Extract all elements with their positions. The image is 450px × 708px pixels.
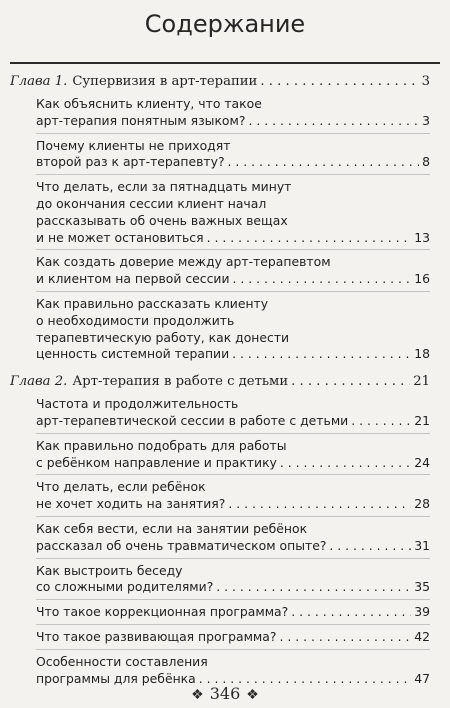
page-number: 18 [414, 346, 430, 362]
toc-item [36, 517, 430, 559]
item-line: Что делать, если ребёнок [36, 479, 206, 495]
toc-item [36, 650, 430, 691]
toc-item [36, 92, 430, 134]
toc-item [36, 559, 430, 601]
page-number: 39 [414, 604, 430, 620]
item-line: Как правильно рассказать клиенту [36, 295, 269, 311]
item-line: терапевтическую работу, как донести [36, 329, 290, 345]
item-line: со сложными родителями? [36, 579, 214, 595]
item-line: и клиентом на первой сессии [36, 271, 230, 287]
toc-item [36, 250, 430, 292]
toc-item [36, 600, 430, 625]
item-line: Частота и продолжительность [36, 396, 239, 412]
item-line: Что делать, если за пятнадцать минут [36, 179, 292, 195]
dot-leader [280, 455, 411, 472]
page-number: 28 [414, 496, 430, 512]
item-line: программы для ребёнка [36, 670, 196, 686]
chapter-label: Глава 2. [10, 374, 68, 390]
toc-item [36, 625, 430, 650]
dot-leader [232, 346, 411, 363]
page-number: 16 [414, 271, 430, 287]
page-number: 21 [414, 412, 430, 428]
ornament-icon: ❖ [191, 687, 204, 703]
toc-item [36, 392, 430, 434]
toc-chapter [10, 372, 430, 392]
toc-item [36, 434, 430, 476]
item-line: ценность системной терапии [36, 346, 230, 362]
page-number: 47 [414, 670, 430, 686]
item-line: арт-терапевтической сессии в работе с детьми [36, 412, 349, 428]
item-line: Как создать доверие между арт-терапевтом [36, 254, 331, 270]
ornament-icon: ❖ [246, 687, 259, 703]
dot-leader [279, 629, 411, 646]
item-line: до окончания сессии клиент начал [36, 195, 267, 211]
dot-leader [207, 230, 412, 247]
item-line: второй раз к арт-терапевту? [36, 154, 225, 170]
dot-leader [248, 113, 419, 130]
item-line: Почему клиенты не приходят [36, 137, 231, 153]
item-line: и не может остановиться [36, 229, 204, 245]
toc-item [36, 292, 430, 366]
page-number: 21 [413, 374, 430, 390]
dot-leader [228, 154, 420, 171]
dot-leader [291, 372, 410, 392]
item-line: арт-терапия понятным языком? [36, 112, 246, 128]
page-number: 42 [414, 628, 430, 644]
toc-item [36, 175, 430, 250]
dot-leader [329, 538, 411, 555]
item-line: с ребёнком направление и практику [36, 454, 277, 470]
dot-leader [351, 413, 411, 430]
dot-leader [216, 579, 411, 596]
item-line: Как выстроить беседу [36, 562, 183, 578]
toc-list [10, 72, 430, 690]
dot-leader [199, 671, 411, 688]
page-number: 24 [414, 454, 430, 470]
title-rule-flow [10, 62, 440, 64]
page-number: 31 [414, 537, 430, 553]
footer-page-number: 346 [209, 684, 241, 703]
chapter-title: Супервизия в арт-терапии [72, 74, 258, 89]
page-title-flow: Содержание [144, 10, 306, 38]
chapter-label: Глава 1. [10, 74, 68, 89]
item-line: Как себя вести, если на занятии ребёнок [36, 520, 308, 536]
toc-item [36, 475, 430, 517]
chapter-title: Арт-терапия в работе с детьми [72, 374, 289, 390]
item-line: рассказывать об очень важных вещах [36, 212, 288, 228]
dot-leader [228, 496, 411, 513]
item-line: Как объяснить клиенту, что такое [36, 96, 262, 111]
toc-item [36, 134, 430, 176]
item-line: Особенности составления [36, 653, 208, 669]
dot-leader [291, 604, 411, 621]
page-number: 13 [414, 229, 430, 245]
page-number: 35 [414, 579, 430, 595]
toc-chapter [10, 72, 430, 92]
page-number: 3 [421, 74, 430, 89]
item-line: Что такое коррекционная программа? [36, 604, 289, 620]
page-number: 3 [422, 112, 430, 128]
item-line: Что такое развивающая программа? [36, 628, 277, 644]
dot-leader [233, 271, 412, 288]
item-line: о необходимости продолжить [36, 312, 235, 328]
item-line: Как правильно подобрать для работы [36, 437, 287, 453]
item-line: рассказал об очень травматическом опыте? [36, 537, 327, 553]
item-line: не хочет ходить на занятия? [36, 496, 226, 512]
page-number: 8 [422, 154, 430, 170]
dot-leader [260, 72, 418, 92]
